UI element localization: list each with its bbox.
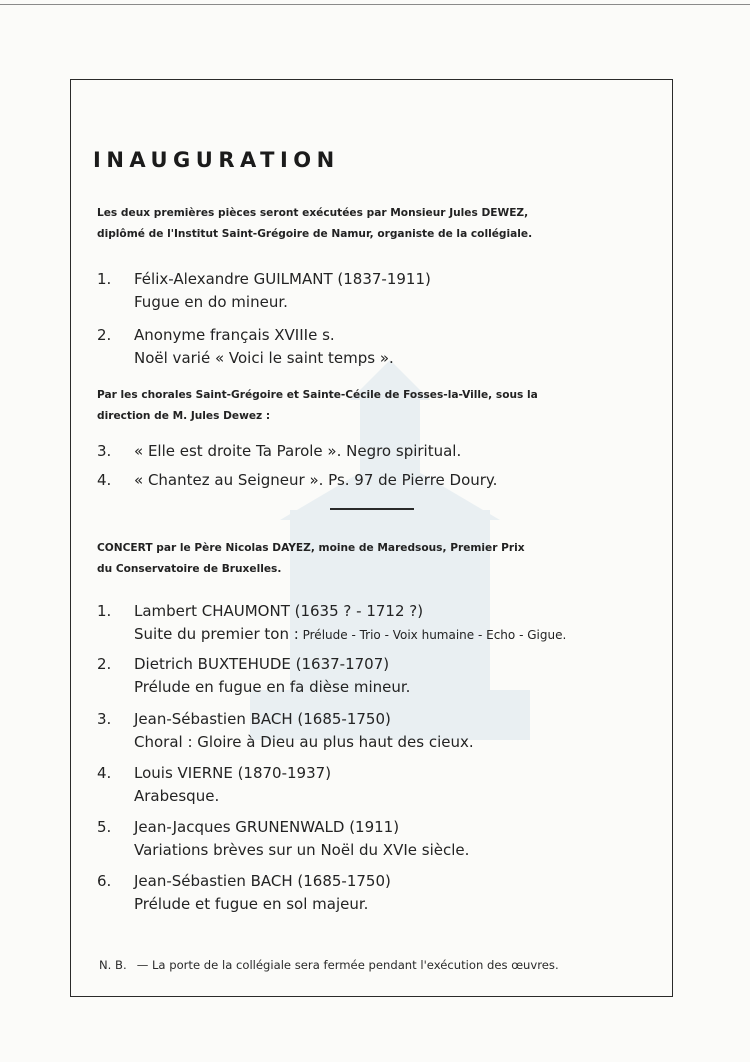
program-item	[97, 324, 657, 370]
item-work: Prélude et fugue en sol majeur.	[134, 895, 369, 913]
item-number: 4.	[97, 471, 112, 489]
item-number: 3.	[97, 442, 112, 460]
concert-intro: CONCERT par le Père Nicolas DAYEZ, moine de Maredsous, Premier Prix du Conservatoire de Bruxelles.	[97, 542, 525, 575]
page-top-rule	[0, 4, 750, 5]
item-composer: Félix-Alexandre GUILMANT (1837-1911)	[134, 270, 431, 288]
item-work: Prélude en fugue en fa dièse mineur.	[134, 678, 411, 696]
item-composer: Dietrich BUXTEHUDE (1637-1707)	[134, 655, 390, 673]
item-number: 2.	[97, 655, 112, 673]
program-item	[97, 600, 657, 647]
item-work: Choral : Gloire à Dieu au plus haut des cieux.	[134, 733, 474, 751]
item-composer: Anonyme français XVIIIe s.	[134, 326, 335, 344]
item-work: « Elle est droite Ta Parole ». Negro spiritual.	[134, 442, 462, 460]
program-item	[97, 440, 657, 463]
program-item	[97, 653, 657, 699]
item-work: Suite du premier ton : Prélude - Trio - Voix humaine - Echo - Gigue.	[134, 625, 567, 643]
item-composer: Louis VIERNE (1870-1937)	[134, 764, 332, 782]
program-item	[97, 708, 657, 754]
footnote	[99, 958, 559, 972]
item-number: 1.	[97, 270, 112, 288]
item-composer: Jean-Sébastien BACH (1685-1750)	[134, 872, 391, 890]
item-composer: Lambert CHAUMONT (1635 ? - 1712 ?)	[134, 602, 424, 620]
item-work: Arabesque.	[134, 787, 220, 805]
item-composer: Jean-Sébastien BACH (1685-1750)	[134, 710, 391, 728]
item-work: « Chantez au Seigneur ». Ps. 97 de Pierre Doury.	[134, 471, 498, 489]
item-number: 1.	[97, 602, 112, 620]
item-composer: Jean-Jacques GRUNENWALD (1911)	[134, 818, 400, 836]
footnote-label: N. B.	[99, 958, 127, 972]
item-number: 4.	[97, 764, 112, 782]
program-item	[97, 268, 657, 314]
item-number: 3.	[97, 710, 112, 728]
program-item	[97, 870, 657, 916]
section-title: INAUGURATION	[93, 148, 340, 172]
item-number: 5.	[97, 818, 112, 836]
item-work: Fugue en do mineur.	[134, 293, 288, 311]
item-work: Variations brèves sur un Noël du XVIe siècle.	[134, 841, 470, 859]
inauguration-intro: Les deux premières pièces seront exécutées par Monsieur Jules DEWEZ, diplômé de l'Institut Saint-Grégoire de Namur, organiste de la collégiale.	[97, 207, 533, 240]
program-item	[97, 762, 657, 808]
program-item	[97, 469, 657, 492]
program-item	[97, 816, 657, 862]
item-work: Noël varié « Voici le saint temps ».	[134, 349, 394, 367]
footnote-text: — La porte de la collégiale sera fermée pendant l'exécution des œuvres.	[136, 958, 559, 972]
section-divider	[330, 508, 414, 510]
choir-intro: Par les chorales Saint-Grégoire et Sainte-Cécile de Fosses-la-Ville, sous la direction de M. Jules Dewez :	[97, 389, 538, 422]
item-number: 2.	[97, 326, 112, 344]
item-number: 6.	[97, 872, 112, 890]
